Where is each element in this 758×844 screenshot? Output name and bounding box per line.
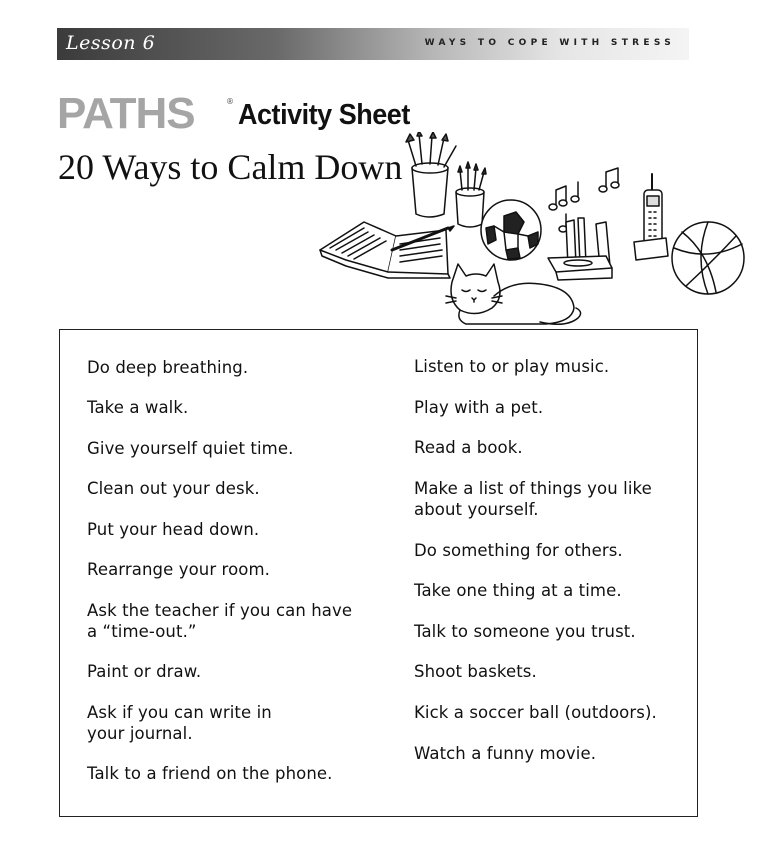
- basketball-icon: [672, 222, 744, 294]
- list-item: Shoot baskets.: [414, 662, 537, 681]
- list-item: Ask the teacher if you can have a “time-out.”: [87, 601, 353, 641]
- list-item: Play with a pet.: [414, 398, 544, 417]
- lesson-label: Lesson 6: [66, 32, 156, 54]
- list-item: Listen to or play music.: [414, 357, 610, 376]
- list-item: Put your head down.: [87, 520, 260, 539]
- list-item: Give yourself quiet time.: [87, 439, 294, 458]
- brush-cup-icon: [406, 132, 456, 217]
- sleeping-cat-icon: [446, 264, 581, 324]
- soccer-ball-icon: [481, 200, 541, 260]
- list-item: Talk to a friend on the phone.: [87, 764, 333, 783]
- list-item: Make a list of things you like about yourself.: [414, 479, 652, 519]
- calm-activities-illustration: [316, 132, 752, 328]
- list-item: Watch a funny movie.: [414, 744, 597, 763]
- open-book-icon: [320, 222, 454, 278]
- list-item: Talk to someone you trust.: [414, 622, 636, 641]
- list-item: Rearrange your room.: [87, 560, 270, 579]
- lesson-header-bar: [57, 28, 689, 60]
- registered-mark: ®: [226, 97, 234, 106]
- paths-logo: PATHS: [57, 89, 195, 138]
- list-item: Take one thing at a time.: [414, 581, 622, 600]
- list-item: Do deep breathing.: [87, 358, 249, 377]
- page-title: 20 Ways to Calm Down: [58, 147, 403, 187]
- list-item: Take a walk.: [87, 398, 189, 417]
- phone-icon: [634, 174, 668, 260]
- list-item: Paint or draw.: [87, 662, 202, 681]
- stereo-icon: [548, 218, 612, 280]
- list-item: Read a book.: [414, 438, 523, 457]
- activity-sheet-label: Activity Sheet: [238, 99, 410, 131]
- unit-label: WAYS TO COPE WITH STRESS: [424, 38, 675, 48]
- list-item: Ask if you can write in your journal.: [87, 703, 272, 743]
- list-item: Do something for others.: [414, 541, 623, 560]
- list-item: Kick a soccer ball (outdoors).: [414, 703, 657, 722]
- pencil-cup-icon: [456, 162, 486, 227]
- list-item: Clean out your desk.: [87, 479, 260, 498]
